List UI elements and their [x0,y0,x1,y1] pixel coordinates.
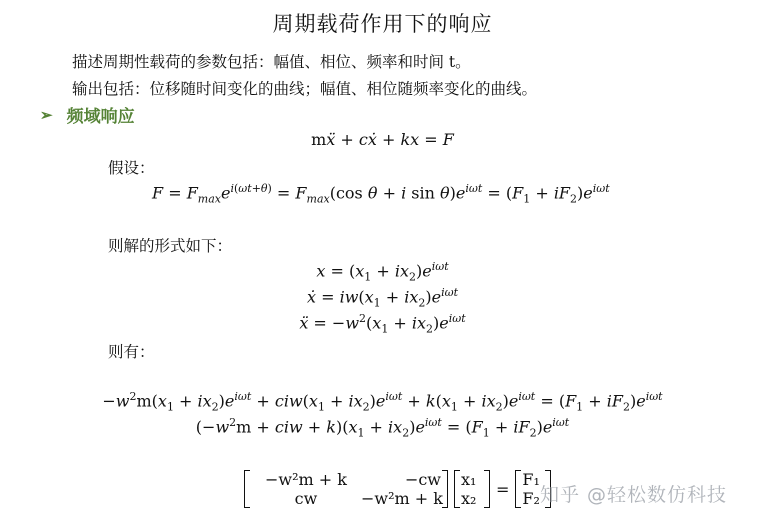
arrow-right-icon: ➢ [40,105,53,124]
equation-of-motion: mẍ + cẋ + kx = F [311,130,454,149]
vector-x2: x₂ [461,489,477,508]
intro-line-2: 输出包括：位移随时间变化的曲线；幅值、相位随频率变化的曲线。 [72,80,538,98]
solution-form-label: 则解的形式如下： [108,237,233,255]
then-label: 则有： [108,343,155,361]
assume-label: 假设： [108,159,155,177]
matrix-equation [244,470,551,508]
matrix-a12: −cw [404,470,441,489]
section-heading [40,102,135,127]
equals-sign: = [496,479,510,499]
x-equation: $x = (x_1 + ix_2)e^{i\omega t}$ [316,260,449,284]
substituted-equation-2: ($-w^2m$ + ciw + $k)(x_1 + ix_2)e^{i\omega t} = (F_1 + iF_2)e^{i\omega t}$ [195,416,570,440]
xdot-equation: ẋ = $iw(x_1 + ix_2)e^{i\omega t}$ [306,286,459,310]
intro-line-1: 描述周期性载荷的参数包括：幅值、相位、频率和时间 t。 [72,53,471,71]
section-heading-text: 频域响应 [66,107,135,127]
matrix-a21: cw [294,489,318,508]
force-equation: $F = F_{max}e^{i(\omega t+\theta)} = F_{max}(\cos$ θ + i $\sin \theta)e^{i\omega t} = (F_1 + iF_2)e^{i\omega t}$ [152,182,610,206]
page-title: 周期载荷作用下的响应 [272,12,493,36]
matrix-a22: −w²m + k [361,489,443,508]
vector-x1: x₁ [461,470,477,489]
matrix-a11: −w²m + k [265,470,347,489]
vector-f2: F₂ [522,489,540,508]
vector-f1: F₁ [522,470,540,489]
watermark: 知乎 @轻松数仿科技 [540,484,728,506]
coefficient-matrix [244,470,448,508]
substituted-equation-1: $-w^2m(x_1 + ix_2)e^{i\omega t} + ciw(x_1 + ix_2)e^{i\omega t} + k(x_1 + ix_2)e^{i\omega t} = (F_1 + iF_2)e^{i\omega t}$ [102,390,663,414]
displacement-vector [454,470,490,508]
xddot-equation: ẍ = $-w^2(x_1 + ix_2)e^{i\omega t}$ [299,312,466,336]
